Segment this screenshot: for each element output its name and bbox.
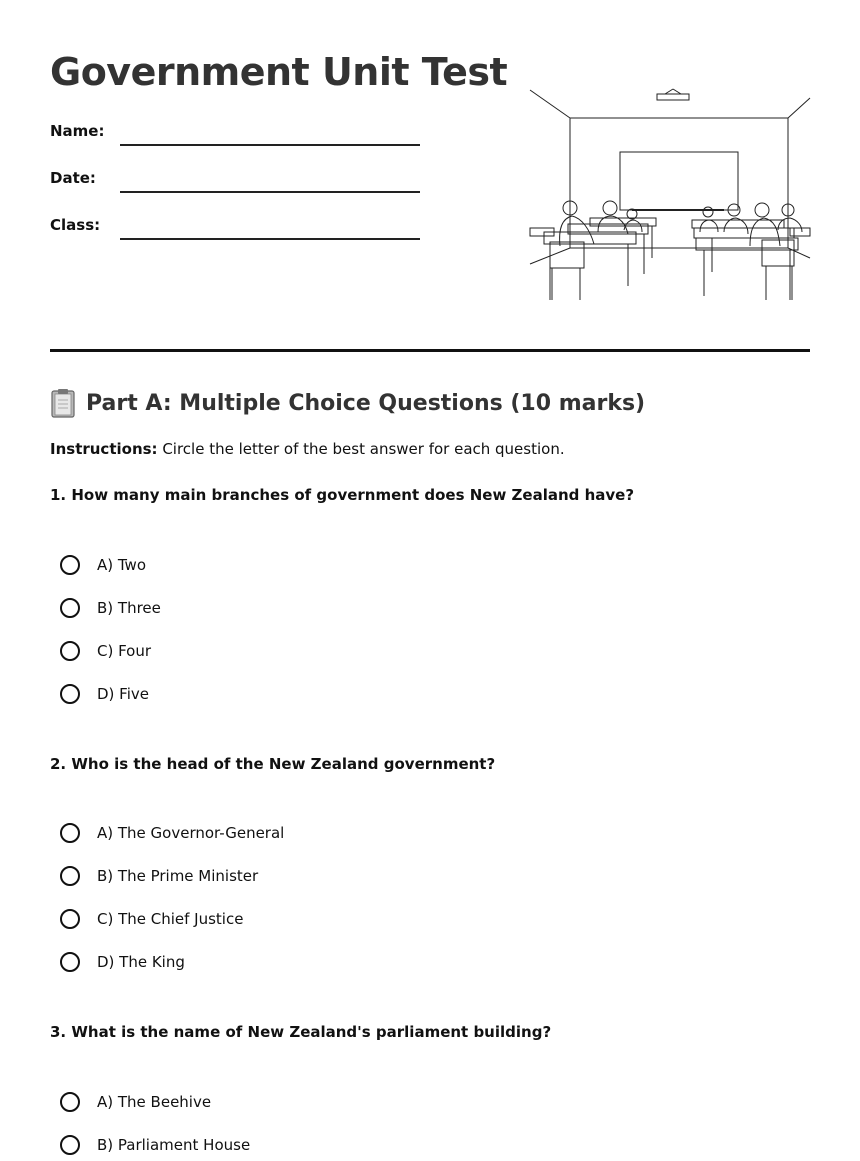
radio-button[interactable]	[60, 684, 80, 704]
section-title: Part A: Multiple Choice Questions (10 marks)	[86, 390, 646, 416]
class-label: Class:	[50, 216, 101, 234]
option-label: C) The Chief Justice	[97, 910, 244, 928]
q2-option-a[interactable]	[60, 820, 284, 846]
radio-button[interactable]	[60, 641, 80, 661]
option-label: B) Three	[97, 599, 161, 617]
option-label: D) The King	[97, 953, 185, 971]
date-line[interactable]	[120, 191, 420, 193]
classroom-illustration	[528, 86, 812, 306]
radio-button[interactable]	[60, 866, 80, 886]
q2-option-c[interactable]	[60, 906, 243, 932]
q3-option-b[interactable]	[60, 1132, 250, 1158]
question-1: 1. How many main branches of government does New Zealand have?	[50, 486, 635, 504]
radio-button[interactable]	[60, 555, 80, 575]
radio-button[interactable]	[60, 952, 80, 972]
name-line[interactable]	[120, 144, 420, 146]
question-2: 2. Who is the head of the New Zealand government?	[50, 755, 496, 773]
q1-option-a[interactable]	[60, 552, 146, 578]
q1-option-b[interactable]	[60, 595, 161, 621]
q1-option-c[interactable]	[60, 638, 151, 664]
q2-option-b[interactable]	[60, 863, 258, 889]
page-title: Government Unit Test	[50, 50, 508, 94]
question-3: 3. What is the name of New Zealand's parliament building?	[50, 1023, 552, 1041]
section-heading	[50, 388, 645, 418]
option-label: A) The Governor-General	[97, 824, 285, 842]
option-label: A) The Beehive	[97, 1093, 212, 1111]
section-divider	[50, 349, 810, 352]
radio-button[interactable]	[60, 823, 80, 843]
date-label: Date:	[50, 169, 96, 187]
class-field[interactable]	[50, 216, 430, 246]
q3-option-a[interactable]	[60, 1089, 211, 1115]
class-line[interactable]	[120, 238, 420, 240]
clipboard-icon	[50, 388, 76, 418]
q2-option-d[interactable]	[60, 949, 185, 975]
q1-option-d[interactable]	[60, 681, 149, 707]
option-label: A) Two	[97, 556, 147, 574]
instructions-label: Instructions:	[50, 440, 158, 458]
option-label: C) Four	[97, 642, 152, 660]
name-label: Name:	[50, 122, 105, 140]
radio-button[interactable]	[60, 598, 80, 618]
radio-button[interactable]	[60, 909, 80, 929]
name-field[interactable]	[50, 122, 430, 152]
instructions-text: Circle the letter of the best answer for each question.	[157, 440, 565, 458]
option-label: B) The Prime Minister	[97, 867, 259, 885]
radio-button[interactable]	[60, 1135, 80, 1155]
option-label: B) Parliament House	[97, 1136, 251, 1154]
option-label: D) Five	[97, 685, 149, 703]
radio-button[interactable]	[60, 1092, 80, 1112]
instructions	[50, 440, 565, 458]
date-field[interactable]	[50, 169, 430, 199]
